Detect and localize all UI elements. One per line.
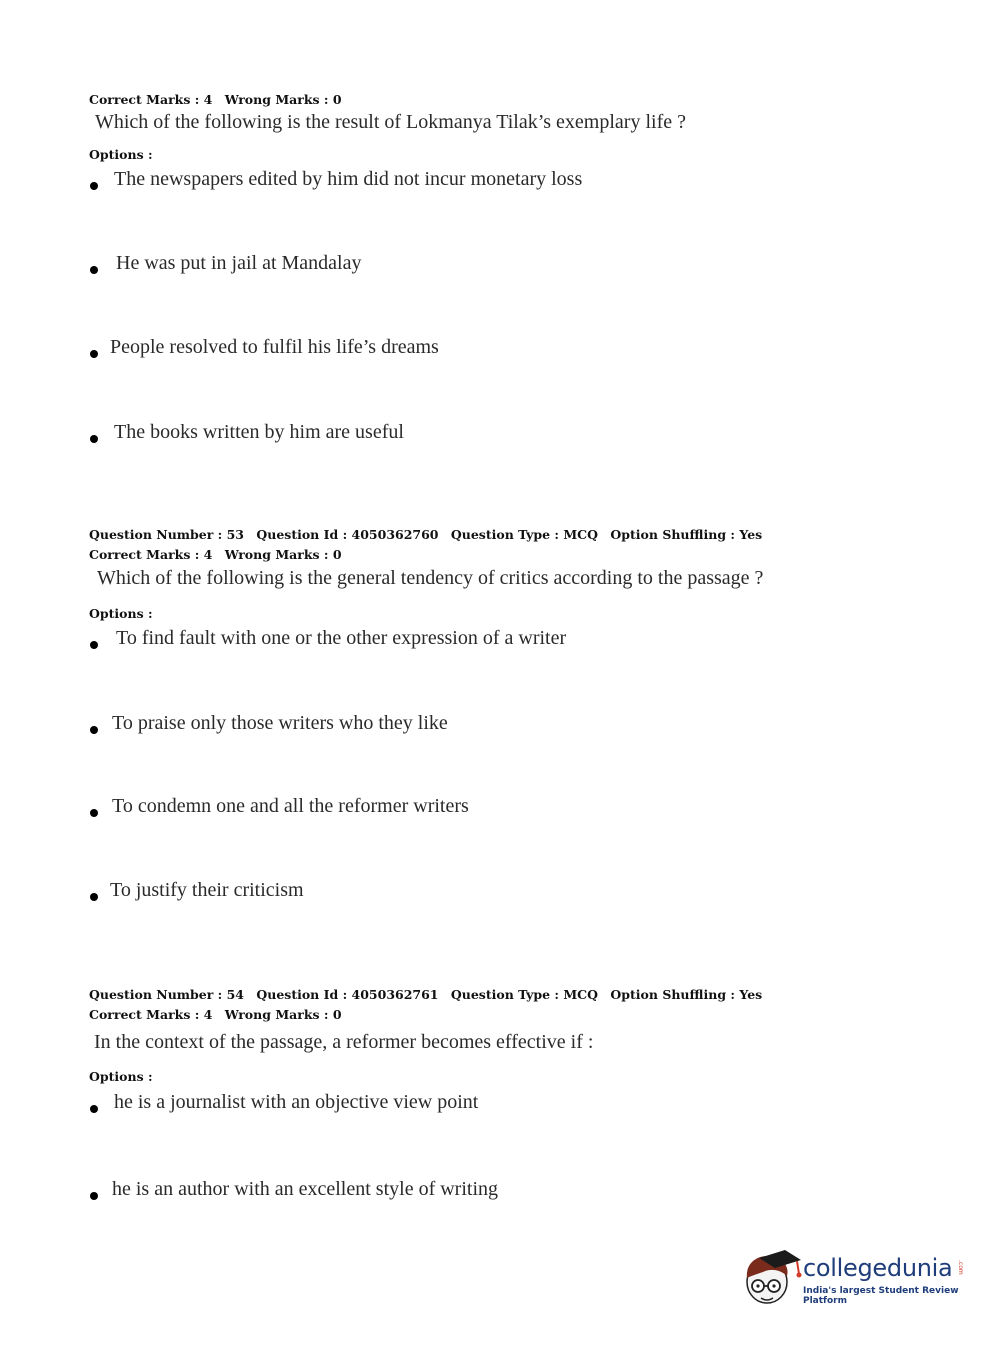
question-number: Question Number : 53 — [89, 527, 244, 542]
option-text: To condemn one and all the reformer writers — [112, 795, 469, 817]
option-shuffling: Option Shuffling : Yes — [610, 527, 763, 542]
wrong-marks: Wrong Marks : 0 — [224, 547, 342, 562]
option-text: he is an author with an excellent style of writing — [112, 1178, 499, 1200]
question-id: Question Id : 4050362760 — [256, 527, 439, 542]
bullet-icon — [90, 726, 98, 734]
question-id: Question Id : 4050362761 — [256, 987, 439, 1002]
q54-marks — [89, 1007, 350, 1022]
question-text: Which of the following is the result of Lokmanya Tilak’s exemplary life ? — [95, 111, 686, 133]
correct-marks: Correct Marks : 4 — [89, 92, 213, 107]
option-text: The books written by him are useful — [114, 421, 404, 443]
question-type: Question Type : MCQ — [450, 527, 599, 542]
bullet-icon — [90, 182, 98, 190]
option-text: he is a journalist with an objective view point — [114, 1091, 479, 1113]
bullet-icon — [90, 1192, 98, 1200]
q53-info — [89, 527, 770, 542]
option-text: People resolved to fulfil his life’s dreams — [110, 336, 439, 358]
options-label: Options : — [89, 147, 153, 162]
graduate-mascot-icon — [741, 1248, 803, 1310]
wrong-marks: Wrong Marks : 0 — [224, 1007, 342, 1022]
wrong-marks: Wrong Marks : 0 — [224, 92, 342, 107]
question-text: Which of the following is the general tendency of critics according to the passage ? — [97, 567, 764, 589]
options-label: Options : — [89, 1069, 153, 1084]
bullet-icon — [90, 266, 98, 274]
bullet-icon — [90, 809, 98, 817]
correct-marks: Correct Marks : 4 — [89, 547, 213, 562]
bullet-icon — [90, 641, 98, 649]
question-text: In the context of the passage, a reformer becomes effective if : — [94, 1031, 594, 1053]
option-text: To justify their criticism — [110, 879, 304, 901]
option-text: The newspapers edited by him did not incur monetary loss — [114, 168, 583, 190]
correct-marks: Correct Marks : 4 — [89, 1007, 213, 1022]
bullet-icon — [90, 893, 98, 901]
question-number: Question Number : 54 — [89, 987, 244, 1002]
q53-marks — [89, 547, 350, 562]
options-label: Options : — [89, 606, 153, 621]
q52-marks — [89, 92, 350, 107]
question-type: Question Type : MCQ — [450, 987, 599, 1002]
bullet-icon — [90, 435, 98, 443]
bullet-icon — [90, 350, 98, 358]
option-shuffling: Option Shuffling : Yes — [610, 987, 763, 1002]
brand-name: collegedunia — [803, 1254, 953, 1282]
option-text: To praise only those writers who they like — [112, 712, 448, 734]
option-text: He was put in jail at Mandalay — [116, 252, 362, 274]
brand-tld: .com — [957, 1260, 964, 1275]
brand-tagline: India's largest Student Review Platform — [803, 1286, 959, 1306]
bullet-icon — [90, 1105, 98, 1113]
q54-info — [89, 987, 770, 1002]
collegedunia-logo[interactable] — [741, 1248, 971, 1310]
option-text: To find fault with one or the other expression of a writer — [116, 627, 567, 649]
